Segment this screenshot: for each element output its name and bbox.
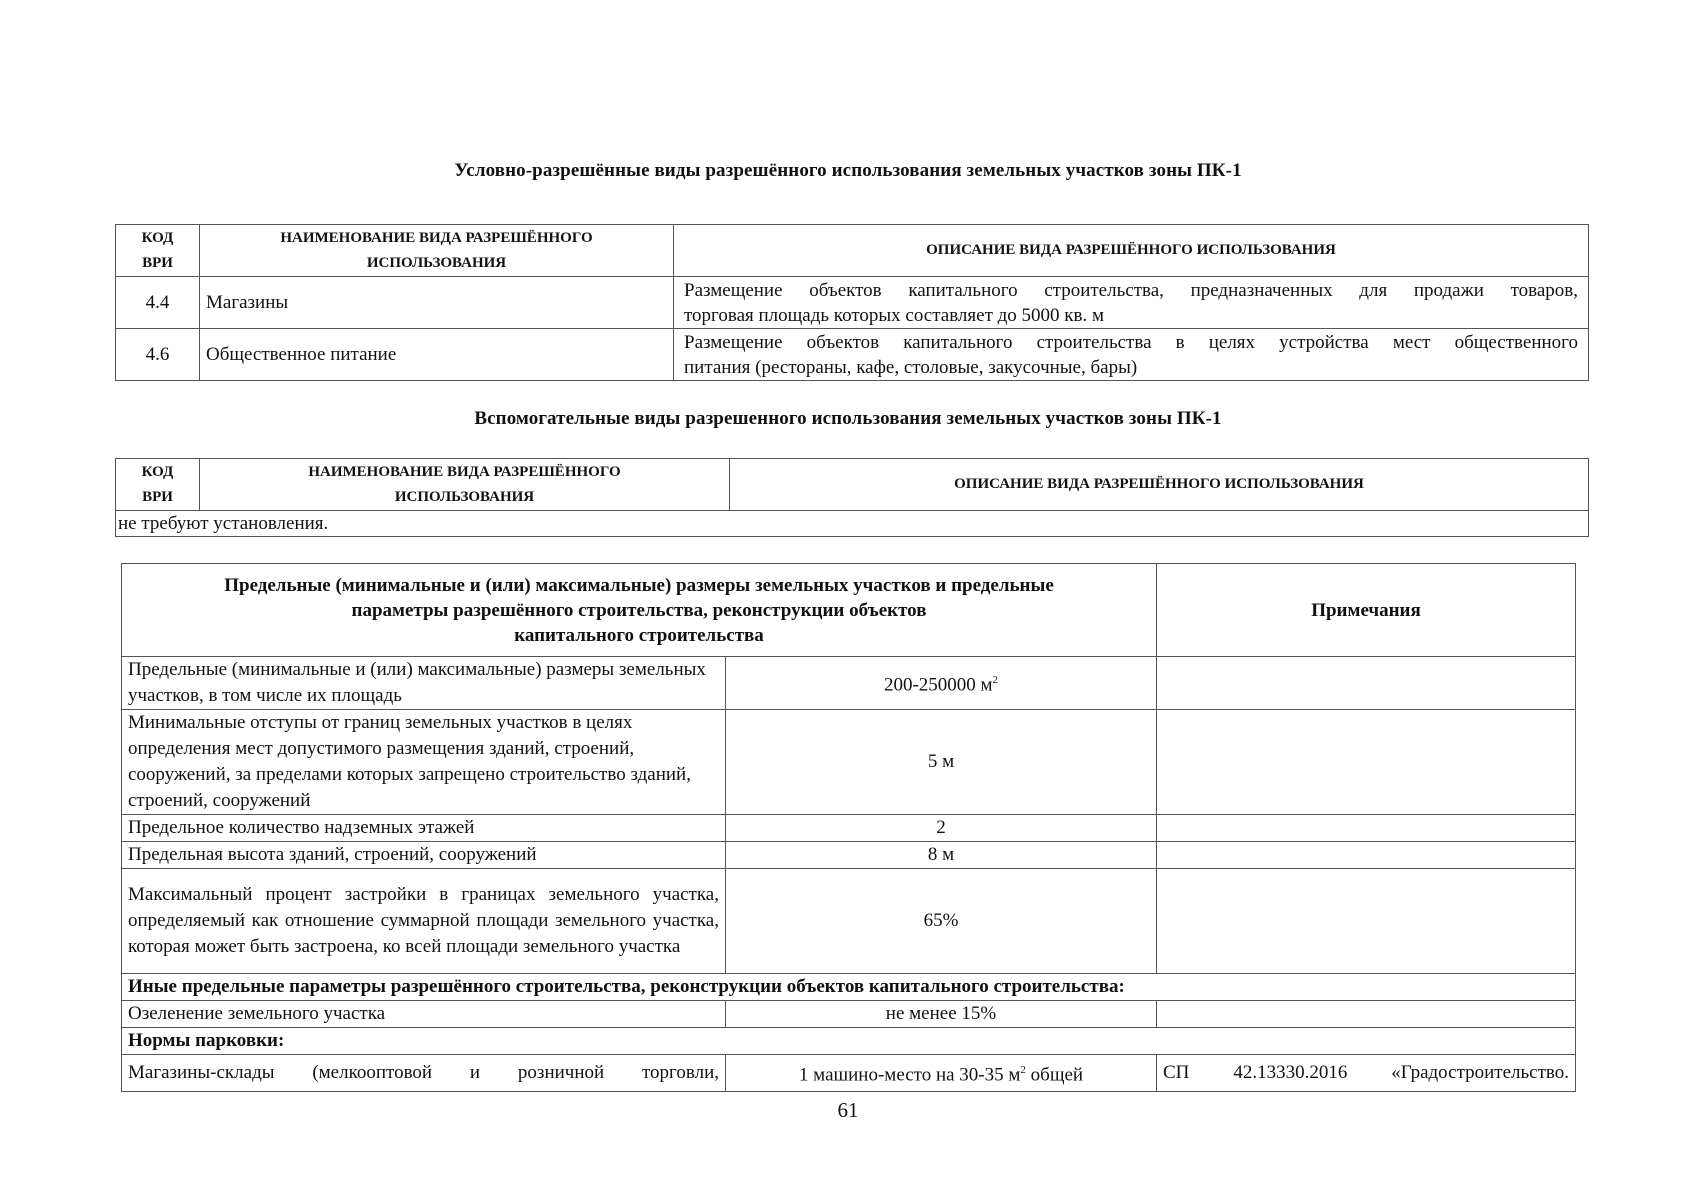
table-row <box>122 657 1576 710</box>
param-value: 2 <box>726 815 1157 842</box>
param-note: СП 42.13330.2016 «Градостроительство. <box>1157 1055 1576 1092</box>
param-label: Максимальный процент застройки в границах земельного участка, определяемый как отношение суммарной площади земельного участка, которая может быть застроена, ко всей площади земельного участка <box>122 869 726 974</box>
row-name: Общественное питание <box>200 329 674 381</box>
param-value: 1 машино-место на 30-35 $м^2$ общей <box>726 1055 1157 1092</box>
param-value: 8 м <box>726 842 1157 869</box>
table-row <box>122 1028 1576 1055</box>
table-row <box>122 974 1576 1001</box>
limits-header-main: Предельные (минимальные и (или) максимальные) размеры земельных участков и предельные параметры разрешённого строительства, реконструкции объектов капитального строительства <box>122 564 1157 657</box>
param-note <box>1157 842 1576 869</box>
header-name: НАИМЕНОВАНИЕ ВИДА РАЗРЕШЁННОГО ИСПОЛЬЗОВАНИЯ <box>200 225 674 277</box>
table-row <box>122 710 1576 815</box>
param-note <box>1157 869 1576 974</box>
row-desc: Размещение объектов капитального строительства в целях устройства мест общественного питания (рестораны, кафе, столовые, закусочные, бары) <box>674 329 1589 381</box>
parking-heading: Нормы парковки: <box>122 1028 1576 1055</box>
row-desc: Размещение объектов капитального строительства, предназначенных для продажи товаров, торговая площадь которых составляет до 5000 кв. м <box>674 277 1589 329</box>
table-row <box>116 329 1589 381</box>
table-row <box>122 842 1576 869</box>
table-row <box>116 277 1589 329</box>
header-code: КОД ВРИ <box>116 459 200 511</box>
header-desc: ОПИСАНИЕ ВИДА РАЗРЕШЁННОГО ИСПОЛЬЗОВАНИЯ <box>674 225 1589 277</box>
table-header-row <box>122 564 1576 657</box>
param-label: Магазины-склады (мелкооптовой и розничной торговли, <box>122 1055 726 1092</box>
row-code: 4.4 <box>116 277 200 329</box>
param-label: Предельные (минимальные и (или) максимальные) размеры земельных участков, в том числе их площадь <box>122 657 726 710</box>
table-row <box>122 1055 1576 1092</box>
param-note <box>1157 1001 1576 1028</box>
row-code: 4.6 <box>116 329 200 381</box>
limits-header-notes: Примечания <box>1157 564 1576 657</box>
header-code: КОД ВРИ <box>116 225 200 277</box>
param-label: Озеленение земельного участка <box>122 1001 726 1028</box>
table-header-row <box>116 225 1589 277</box>
header-desc: ОПИСАНИЕ ВИДА РАЗРЕШЁННОГО ИСПОЛЬЗОВАНИЯ <box>730 459 1589 511</box>
other-params-heading: Иные предельные параметры разрешённого строительства, реконструкции объектов капитального строительства: <box>122 974 1576 1001</box>
auxiliary-uses-table <box>115 458 1589 537</box>
param-value: не менее 15% <box>726 1001 1157 1028</box>
param-note <box>1157 815 1576 842</box>
param-value: 5 м <box>726 710 1157 815</box>
table-row <box>122 815 1576 842</box>
param-value: 65% <box>726 869 1157 974</box>
param-label: Предельное количество надземных этажей <box>122 815 726 842</box>
param-label: Предельная высота зданий, строений, сооружений <box>122 842 726 869</box>
auxiliary-heading: Вспомогательные виды разрешенного использования земельных участков зоны ПК-1 <box>474 408 1222 429</box>
table-header-row <box>116 459 1589 511</box>
conditional-uses-table <box>115 224 1589 381</box>
header-name: НАИМЕНОВАНИЕ ВИДА РАЗРЕШЁННОГО ИСПОЛЬЗОВАНИЯ <box>200 459 730 511</box>
page-number: 61 <box>837 1098 859 1122</box>
table-row <box>122 869 1576 974</box>
conditional-heading: Условно-разрешённые виды разрешённого использования земельных участков зоны ПК-1 <box>454 160 1242 181</box>
table-row <box>122 1001 1576 1028</box>
row-name: Магазины <box>200 277 674 329</box>
param-note <box>1157 657 1576 710</box>
limits-table <box>121 563 1576 1092</box>
param-value: 200-250000 $м^2$ <box>726 657 1157 710</box>
auxiliary-note: не требуют установления. <box>116 511 1589 537</box>
param-note <box>1157 710 1576 815</box>
param-label: Минимальные отступы от границ земельных участков в целях определения мест допустимого размещения зданий, строений, сооружений, за пределами которых запрещено строительство зданий, строений, сооружений <box>122 710 726 815</box>
table-row <box>116 511 1589 537</box>
